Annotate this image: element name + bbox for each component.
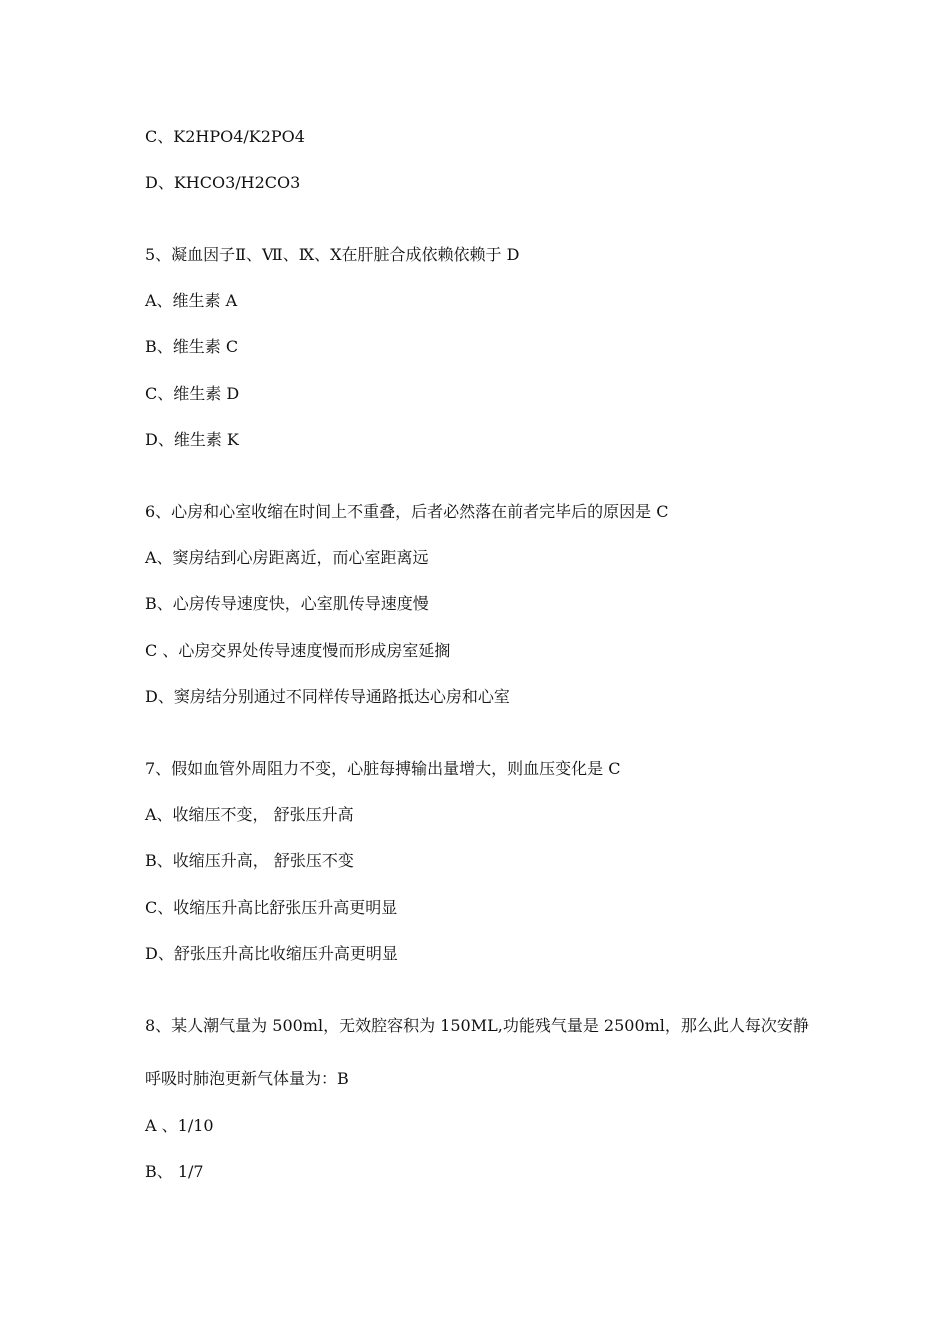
option-c-q6: C 、心房交界处传导速度慢而形成房室延搁 (145, 641, 451, 660)
question-6: 6、心房和心室收缩在时间上不重叠，后者必然落在前者完毕后的原因是 C (145, 502, 669, 521)
question-8-continued: 呼吸时肺泡更新气体量为：B (145, 1069, 349, 1088)
question-7: 7、假如血管外周阻力不变，心脏每搏输出量增大，则血压变化是 C (145, 759, 621, 778)
option-b-q6: B、心房传导速度快，心室肌传导速度慢 (145, 594, 429, 613)
option-c-q7: C、收缩压升高比舒张压升高更明显 (145, 898, 398, 917)
option-d-q6: D、窦房结分别通过不同样传导通路抵达心房和心室 (145, 687, 510, 706)
option-b-q5: B、维生素 C (145, 337, 239, 356)
option-a-q6: A、窦房结到心房距离近，而心室距离远 (145, 548, 429, 567)
option-d-q7: D、舒张压升高比收缩压升高更明显 (145, 944, 398, 963)
option-b-q7: B、收缩压升高， 舒张压不变 (145, 851, 354, 870)
option-c-q4: C、K2HPO4/K2PO4 (145, 127, 305, 146)
question-5: 5、凝血因子Ⅱ、Ⅶ、Ⅸ、Ⅹ在肝脏合成依赖依赖于 D (145, 245, 520, 264)
question-8: 8、某人潮气量为 500ml，无效腔容积为 150ML,功能残气量是 2500ml，那么此人每次安静 (145, 1016, 809, 1035)
option-d-q5: D、维生素 K (145, 430, 239, 449)
option-a-q8: A 、1/10 (145, 1116, 214, 1135)
option-d-q4: D、KHCO3/H2CO3 (145, 173, 301, 192)
option-c-q5: C、维生素 D (145, 384, 240, 403)
option-a-q7: A、收缩压不变， 舒张压升高 (145, 805, 354, 824)
option-a-q5: A、维生素 A (145, 291, 238, 310)
option-b-q8: B、 1/7 (145, 1162, 204, 1181)
